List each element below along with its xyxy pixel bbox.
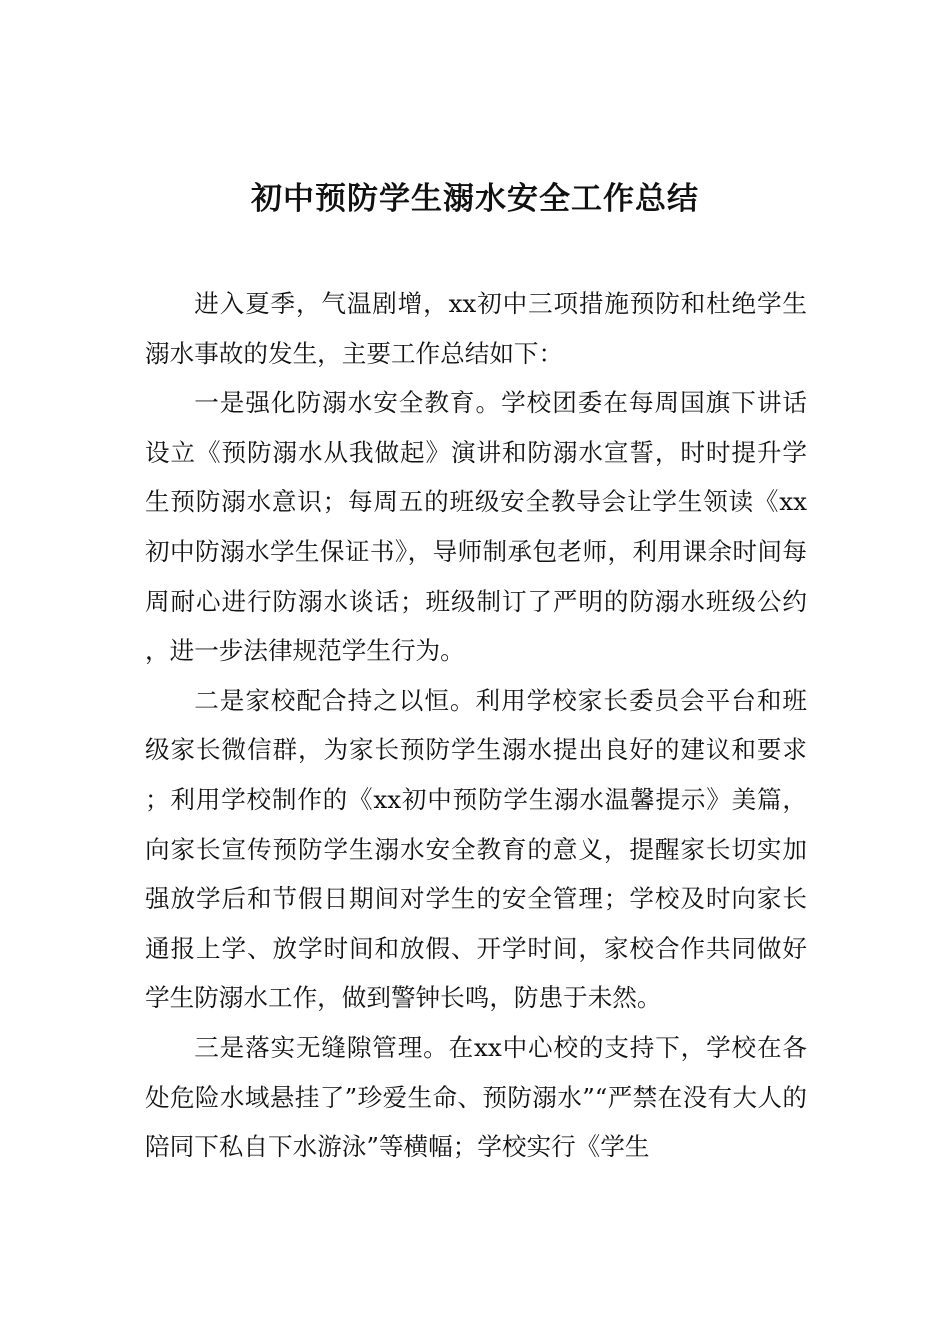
document-title: 初中预防学生溺水安全工作总结 bbox=[251, 181, 699, 217]
paragraph-safety-education: 一是强化防溺水安全教育。学校团委在每周国旗下讲话设立《预防溺水从我做起》演讲和防溺水宣誓，时时提升学生预防溺水意识；每周五的班级安全教导会让学生领读《xx初中防溺水学生保证书》，导师制承包老师，利用课余时间每周耐心进行防溺水谈话；班级制订了严明的防溺水班级公约，进一步法律规范学生行为。 bbox=[145, 388, 807, 666]
paragraph-intro: 进入夏季，气温剧增，xx初中三项措施预防和杜绝学生溺水事故的发生，主要工作总结如下： bbox=[145, 289, 807, 368]
document-body bbox=[145, 279, 807, 1172]
paragraph-home-school-cooperation: 二是家校配合持之以恒。利用学校家长委员会平台和班级家长微信群，为家长预防学生溺水提出良好的建议和要求；利用学校制作的《xx初中预防学生溺水温馨提示》美篇，向家长宣传预防学生溺水安全教育的意义，提醒家长切实加强放学后和节假日期间对学生的安全管理；学校及时向家长通报上学、放学时间和放假、开学时间，家校合作共同做好学生防溺水工作，做到警钟长鸣，防患于未然。 bbox=[145, 685, 807, 1013]
paragraph-seamless-management: 三是落实无缝隙管理。在xx中心校的支持下，学校在各处危险水域悬挂了”珍爱生命、预防溺水”“严禁在没有大人的陪同下私自下水游泳”等横幅；学校实行《学生 bbox=[145, 1032, 807, 1162]
